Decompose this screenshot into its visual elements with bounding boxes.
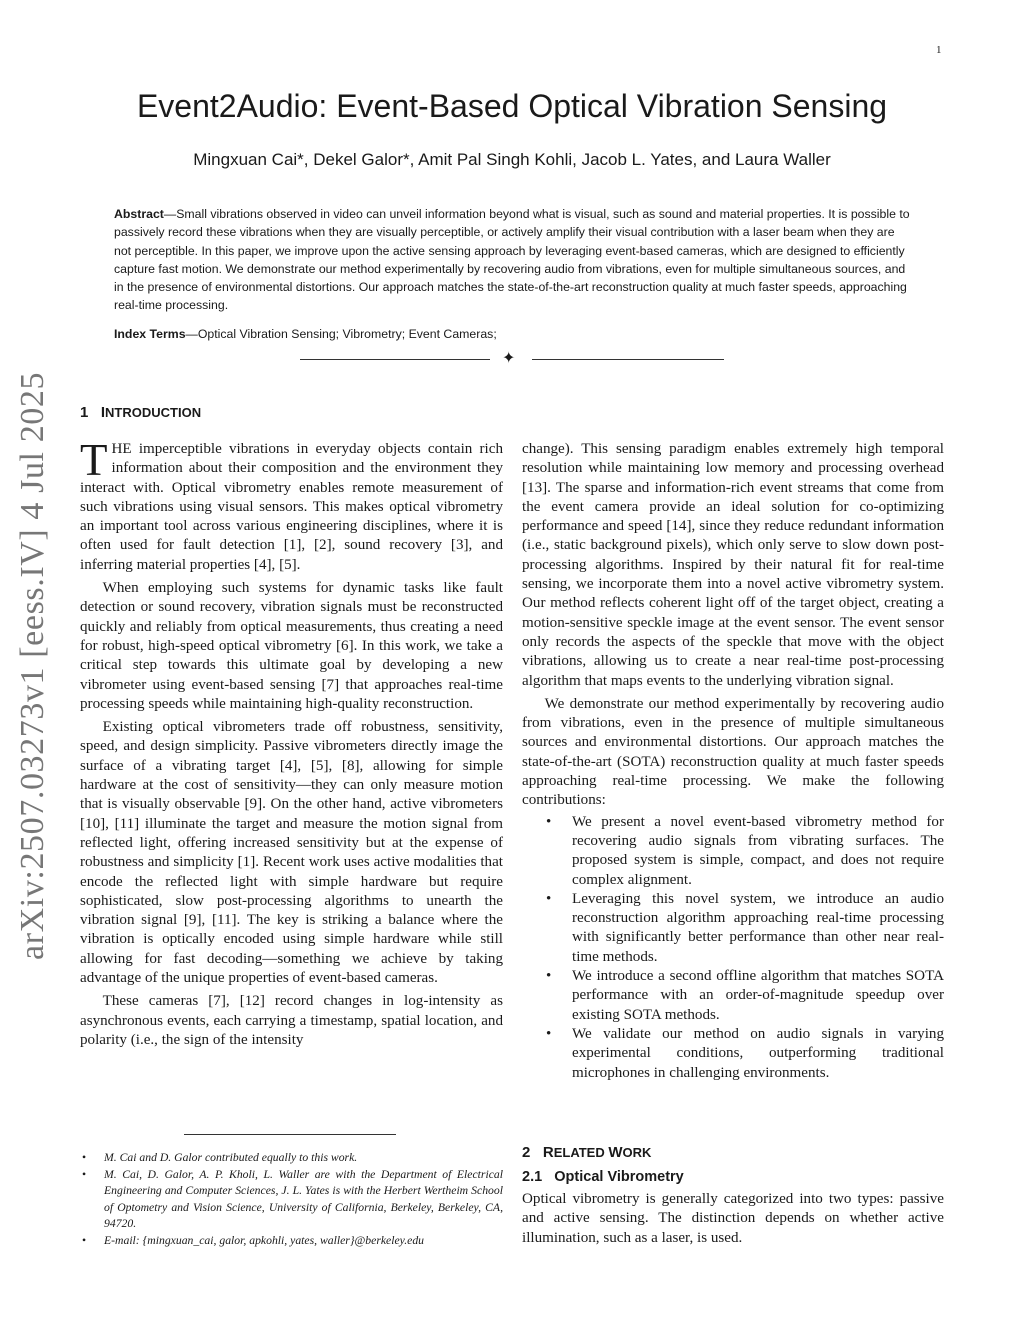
- footnote-rule: [184, 1134, 396, 1135]
- section-heading-introduction: [80, 404, 201, 421]
- subsection-heading-optical-vibrometry: [522, 1169, 684, 1185]
- section-heading-related-work: [522, 1144, 651, 1161]
- index-terms-label: Index Terms: [114, 327, 186, 341]
- index-terms-text: —Optical Vibration Sensing; Vibrometry; Event Cameras;: [185, 327, 497, 341]
- intro-paragraph-1-text: imperceptible vibrations in everyday objects contain rich information about their composition and the environment they interact with. Optical vibrometry enables remote measurement of such vibrations using visual sensors. This makes optical vibrometry an important tool across various engineering disciplines, where it is often used for fault detection [1], [2], sound recovery [3], and inferring material properties [4], [5].: [80, 441, 503, 573]
- contributions-list: [522, 813, 944, 1083]
- section-number: 2: [522, 1144, 531, 1161]
- paper-title: Event2Audio: Event-Based Optical Vibration Sensing: [136, 88, 888, 124]
- intro-paragraph-4: These cameras [7], [12] record changes in log-intensity as asynchronous events, each carrying a timestamp, spatial location, and polarity (i.e., the sign of the intensity: [80, 993, 503, 1048]
- contribution-item: • We validate our method on audio signals in varying experimental conditions, outperforming traditional microphones in challenging environments.: [572, 1025, 944, 1083]
- contribution-item: • We present a novel event-based vibrometry method for recovering audio signals from vibrating surfaces. The proposed system is simple, compact, and does not require complex alignment.: [572, 813, 944, 890]
- intro-paragraph-2: When employing such systems for dynamic tasks like fault detection or sound recovery, vibration signals must be reconstructed quickly and reliably from optical measurements, thus creating a need for robust, high-speed optical vibrometry [6]. In this work, we take a critical step towards this ultimate goal by developing a new vibrometer using event-based sensing [7] that approaches real-time processing speeds while maintaining high-quality reconstruction.: [80, 580, 503, 712]
- intro-paragraph-1: [80, 435, 503, 575]
- drop-cap: T: [80, 435, 108, 485]
- divider-star-icon: ✦: [502, 350, 516, 367]
- abstract: [114, 205, 914, 315]
- intro-paragraph-5: change). This sensing paradigm enables extremely high temporal resolution while maintaining low memory and processing overhead [13]. The sparse and information-rich event streams that come from the event camera provide an ideal solution for co-optimizing performance and speed [14], since they reduce redundant information (i.e., static background pixels), which only serve to slow down post-processing algorithms. Inspired by their natural fit for real-time sensing, we incorporate them into a novel active vibrometry system. Our method reflects coherent light off of the target object, creating a motion-sensitive speckle image at the event sensor. The event sensor only records the aspects of the speckle that move with the object vibrations, allowing us to create a near real-time post-processing algorithm that maps events to the underlying vibration signal.: [522, 441, 944, 689]
- contribution-item: • We introduce a second offline algorithm that matches SOTA performance with an order-of-magnitude speedup over existing SOTA methods.: [572, 967, 944, 1025]
- right-column: [522, 440, 944, 1083]
- intro-paragraph-3: Existing optical vibrometers trade off robustness, sensitivity, speed, and design simplicity. Passive vibrometers directly image the surface of a vibrating target [4], [5], [8], allowing for simple hardware at the cost of sensitivity—they can only measure motion that is visually observable [9]. On the other hand, active vibrometers [10], [11] illuminate the target and measure the motion signal from reflected light, offering increased sensitivity but at the expense of robustness and simplicity [1]. Recent work uses active modalities that encode the reflected light with simple hardware but require sophisticated, slow post-processing algorithms to unearth the vibration signal [9], [11]. The key is striking a balance where the vibration is optically encoded using simple hardware while still allowing for fast decoding—something we achieve by taking advantage of the unique properties of event-based cameras.: [80, 719, 503, 987]
- divider-line-right: [532, 359, 724, 360]
- section-title-rest-2: ORK: [622, 1145, 652, 1160]
- footnote-item: • M. Cai and D. Galor contributed equally to this work.: [104, 1150, 503, 1167]
- abstract-label: Abstract: [114, 207, 164, 221]
- footnotes: [80, 1150, 503, 1250]
- section-title-initial: I: [100, 404, 106, 421]
- intro-paragraph-6: We demonstrate our method experimentally by recovering audio from vibrations, even in the presence of multiple simultaneous sources and environmental distortions. Our approach matches the state-of-the-art (SOTA) reconstruction quality at much faster speeds approaching real-time processing. We make the following contributions:: [522, 695, 944, 809]
- section-title-rest: NTRODUCTION: [105, 405, 202, 420]
- lead-smallcaps: HE: [111, 441, 132, 457]
- section-title-initial-2: W: [608, 1144, 623, 1161]
- section-title-initial: R: [542, 1144, 554, 1161]
- divider-line-left: [300, 359, 490, 360]
- arxiv-identifier-stamp: arXiv:2507.03273v1 [eess.IV] 4 Jul 2025: [14, 371, 51, 960]
- abstract-text: —Small vibrations observed in video can unveil information beyond what is visual, such as sound and material properties. It is possible to passively record these vibrations when they are visually perceptible, or actively amplify their visual contribution with a laser beam when they are not perceptible. In this paper, we improve upon the active sensing approach by leveraging event-based cameras, which are designed to efficiently capture fast motion. We demonstrate our method experimentally by recovering audio from vibrations, even for multiple simultaneous sources, and in the presence of environmental distortions. Our approach matches the state-of-the-art reconstruction quality at much faster speeds, approaching real-time processing.: [114, 207, 910, 313]
- left-column: [80, 435, 503, 1050]
- section-divider: [300, 350, 724, 370]
- subsection-title: Optical Vibrometry: [554, 1169, 684, 1185]
- subsection-number: 2.1: [522, 1169, 543, 1185]
- page-number: 1: [936, 44, 942, 56]
- section-number: 1: [80, 404, 89, 421]
- related-work-text: [522, 1190, 944, 1248]
- index-terms: [114, 327, 914, 341]
- contribution-item: • Leveraging this novel system, we introduce an audio reconstruction algorithm approaching real-time processing with significantly better performance than other near real-time methods.: [572, 890, 944, 967]
- footnote-item: • E-mail: {mingxuan_cai, galor, apkohli, yates, waller}@berkeley.edu: [104, 1233, 503, 1250]
- author-list: Mingxuan Cai*, Dekel Galor*, Amit Pal Singh Kohli, Jacob L. Yates, and Laura Waller: [193, 150, 831, 169]
- section-title-rest: ELATED: [553, 1145, 609, 1160]
- related-work-paragraph-1: Optical vibrometry is generally categorized into two types: passive and active sensing. The distinction depends on whether active illumination, such as a laser, is used.: [522, 1191, 944, 1246]
- footnote-item: • M. Cai, D. Galor, A. P. Kholi, L. Waller are with the Department of Electrical Engineering and Computer Sciences, J. L. Yates is with the Herbert Wertheim School of Optometry and Vision Science, University of California, Berkeley, Berkeley, CA, 94720.: [104, 1167, 503, 1233]
